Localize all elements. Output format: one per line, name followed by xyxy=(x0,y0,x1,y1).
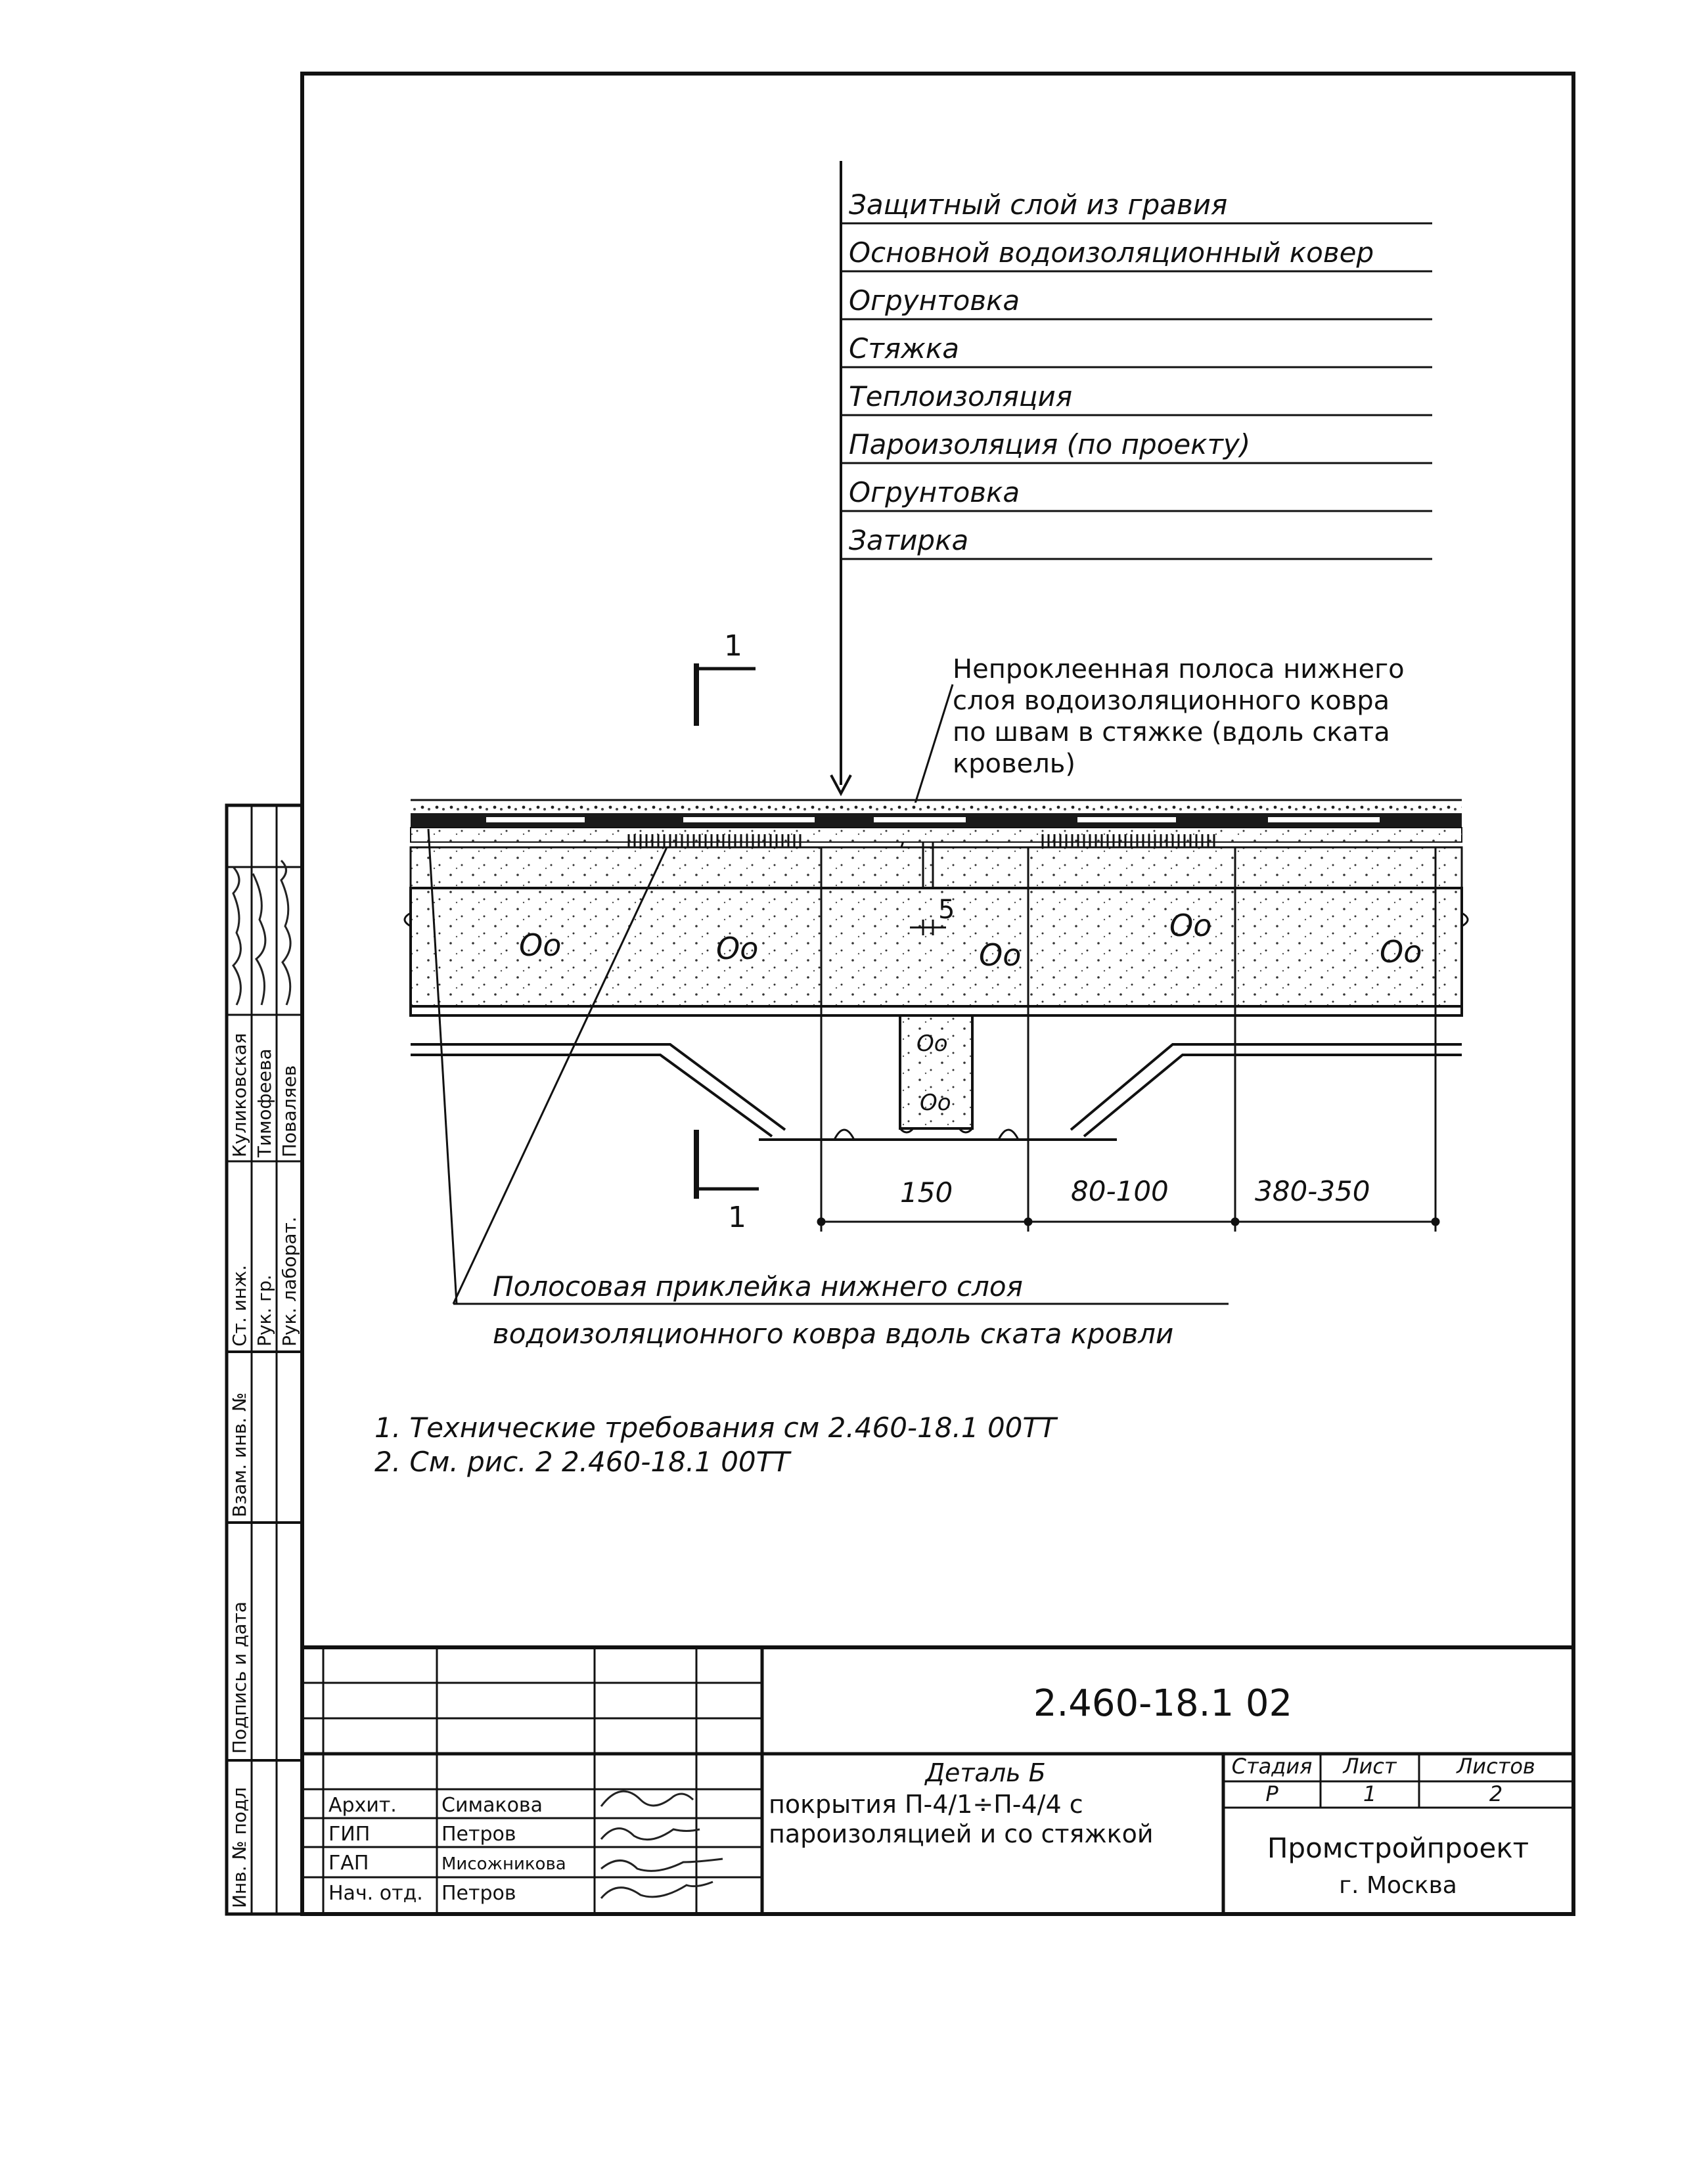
note-unglued-line-2: слоя водоизоляционного ковра xyxy=(953,686,1390,716)
svg-text:Оо: Оо xyxy=(1380,934,1422,969)
note-unglued-line-3: по швам в стяжке (вдоль ската xyxy=(953,717,1390,747)
sheets-value: 2 xyxy=(1489,1781,1503,1806)
sheet-value: 1 xyxy=(1363,1781,1377,1806)
side-role-3: Рук. лаборат. xyxy=(279,1216,300,1347)
drawing-code: 2.460-18.1 02 xyxy=(1033,1682,1293,1725)
side-signatures xyxy=(233,860,290,1005)
svg-text:Оо: Оо xyxy=(519,927,562,963)
layer-label-5: Теплоизоляция xyxy=(849,380,1073,412)
organization-city: г. Москва xyxy=(1339,1872,1457,1899)
note-strip-line-1: Полосовая приклейка нижнего слоя xyxy=(493,1270,1023,1303)
layer-label-3: Огрунтовка xyxy=(849,284,1020,317)
general-note-2: 2. См. рис. 2 2.460-18.1 00ТТ xyxy=(374,1446,790,1478)
layer-label-1: Защитный слой из гравия xyxy=(849,189,1228,221)
section-number-bottom: 1 xyxy=(728,1201,746,1234)
staff-name-3: Мисожникова xyxy=(441,1854,566,1874)
staff-role-2: ГИП xyxy=(328,1823,371,1846)
staff-role-4: Нач. отд. xyxy=(328,1882,423,1905)
title-line-1: Деталь Б xyxy=(925,1758,1046,1787)
roof-section xyxy=(405,800,1468,1140)
side-label-sign-date: Подпись и дата xyxy=(229,1601,250,1754)
title-block-signatures xyxy=(601,1791,723,1898)
dimension-1: 150 xyxy=(900,1176,953,1209)
organization-name: Промстройпроект xyxy=(1267,1832,1529,1864)
side-name-1: Куликовская xyxy=(229,1033,250,1157)
side-label-replace: Взам. инв. № xyxy=(229,1392,250,1517)
dimension-3: 380-350 xyxy=(1255,1175,1370,1207)
side-role-1: Ст. инж. xyxy=(229,1264,250,1347)
svg-text:Оо: Оо xyxy=(716,931,759,966)
layer-label-7: Огрунтовка xyxy=(849,476,1020,508)
note-unglued-line-4: кровель) xyxy=(953,749,1075,779)
layer-label-4: Стяжка xyxy=(849,332,959,365)
side-name-2: Тимофеева xyxy=(254,1048,275,1157)
dimension-2: 80-100 xyxy=(1071,1175,1169,1207)
layer-label-8: Затирка xyxy=(849,524,969,556)
note-unglued-line-1: Непроклеенная полоса нижнего xyxy=(953,654,1405,684)
title-line-3: пароизоляцией и со стяжкой xyxy=(769,1819,1154,1848)
stage-value: Р xyxy=(1265,1781,1278,1806)
sheet-header: Лист xyxy=(1343,1754,1397,1779)
section-number-top: 1 xyxy=(724,629,742,663)
title-line-2: покрытия П-4/1÷П-4/4 с xyxy=(769,1790,1083,1819)
layer-label-6: Пароизоляция (по проекту) xyxy=(849,428,1251,460)
note-strip-line-2: водоизоляционного ковра вдоль ската кровли xyxy=(493,1318,1174,1350)
staff-role-3: ГАП xyxy=(328,1852,369,1875)
sheets-header: Листов xyxy=(1457,1754,1535,1779)
svg-text:Оо: Оо xyxy=(979,937,1022,973)
section-mark-bottom xyxy=(696,1130,759,1199)
layer-label-2: Основной водоизоляционный ковер xyxy=(849,236,1374,269)
svg-text:Оо: Оо xyxy=(916,1031,948,1057)
svg-text:Оо: Оо xyxy=(1169,908,1212,943)
joint-dimension-value: 5 xyxy=(938,895,955,925)
stage-header: Стадия xyxy=(1231,1754,1313,1779)
staff-role-1: Архит. xyxy=(328,1794,397,1817)
side-label-inv: Инв. № подл xyxy=(229,1787,250,1908)
svg-text:Оо: Оо xyxy=(920,1090,951,1116)
general-note-1: 1. Технические требования см 2.460-18.1 00ТТ xyxy=(374,1412,1056,1444)
staff-name-4: Петров xyxy=(441,1882,516,1905)
section-mark-top xyxy=(696,663,756,726)
staff-name-1: Симакова xyxy=(441,1794,543,1817)
side-role-2: Рук. гр. xyxy=(254,1274,275,1347)
staff-name-2: Петров xyxy=(441,1823,516,1846)
side-name-3: Поваляев xyxy=(279,1065,300,1157)
